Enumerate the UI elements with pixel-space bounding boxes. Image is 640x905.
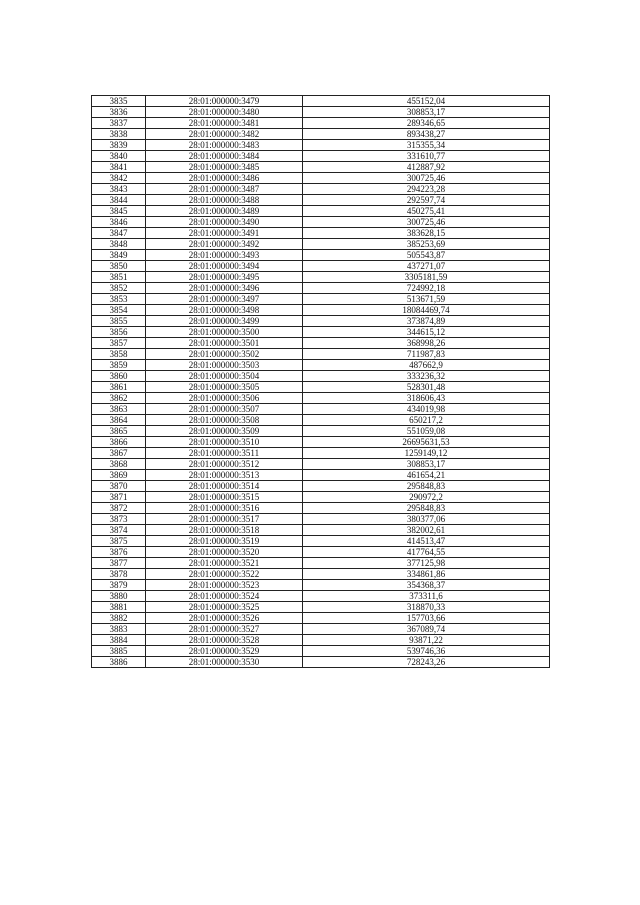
cadastral-number-cell: 28:01:000000:3505 — [146, 382, 303, 393]
table-row — [92, 239, 550, 250]
value-cell: 292597,74 — [303, 195, 550, 206]
value-cell: 505543,87 — [303, 250, 550, 261]
value-cell: 450275,41 — [303, 206, 550, 217]
table-row — [92, 195, 550, 206]
cadastral-number-cell: 28:01:000000:3529 — [146, 646, 303, 657]
cadastral-number-cell: 28:01:000000:3498 — [146, 305, 303, 316]
cadastral-number-cell: 28:01:000000:3511 — [146, 448, 303, 459]
value-cell: 382002,61 — [303, 525, 550, 536]
row-number-cell: 3850 — [92, 261, 146, 272]
row-number-cell: 3882 — [92, 613, 146, 624]
value-cell: 373311,6 — [303, 591, 550, 602]
cadastral-number-cell: 28:01:000000:3499 — [146, 316, 303, 327]
row-number-cell: 3864 — [92, 415, 146, 426]
value-cell: 528301,48 — [303, 382, 550, 393]
row-number-cell: 3885 — [92, 646, 146, 657]
row-number-cell: 3869 — [92, 470, 146, 481]
cadastral-number-cell: 28:01:000000:3530 — [146, 657, 303, 668]
table-row — [92, 591, 550, 602]
cadastral-number-cell: 28:01:000000:3486 — [146, 173, 303, 184]
table-row — [92, 250, 550, 261]
row-number-cell: 3884 — [92, 635, 146, 646]
table-body — [92, 96, 550, 668]
value-cell: 354368,37 — [303, 580, 550, 591]
row-number-cell: 3851 — [92, 272, 146, 283]
cadastral-number-cell: 28:01:000000:3480 — [146, 107, 303, 118]
table-row — [92, 261, 550, 272]
cadastral-number-cell: 28:01:000000:3494 — [146, 261, 303, 272]
row-number-cell: 3857 — [92, 338, 146, 349]
cadastral-number-cell: 28:01:000000:3519 — [146, 536, 303, 547]
cadastral-number-cell: 28:01:000000:3517 — [146, 514, 303, 525]
cadastral-number-cell: 28:01:000000:3523 — [146, 580, 303, 591]
cadastral-number-cell: 28:01:000000:3524 — [146, 591, 303, 602]
value-cell: 373874,89 — [303, 316, 550, 327]
table-row — [92, 118, 550, 129]
row-number-cell: 3849 — [92, 250, 146, 261]
value-cell: 487662,9 — [303, 360, 550, 371]
row-number-cell: 3841 — [92, 162, 146, 173]
cadastral-number-cell: 28:01:000000:3512 — [146, 459, 303, 470]
value-cell: 93871,22 — [303, 635, 550, 646]
table-row — [92, 217, 550, 228]
cadastral-number-cell: 28:01:000000:3481 — [146, 118, 303, 129]
document-page — [91, 95, 549, 668]
row-number-cell: 3883 — [92, 624, 146, 635]
cadastral-value-table — [91, 95, 550, 668]
table-row — [92, 481, 550, 492]
value-cell: 290972,2 — [303, 492, 550, 503]
value-cell: 289346,65 — [303, 118, 550, 129]
row-number-cell: 3840 — [92, 151, 146, 162]
value-cell: 650217,2 — [303, 415, 550, 426]
table-row — [92, 206, 550, 217]
table-row — [92, 426, 550, 437]
table-row — [92, 107, 550, 118]
value-cell: 539746,36 — [303, 646, 550, 657]
table-row — [92, 371, 550, 382]
table-row — [92, 624, 550, 635]
table-row — [92, 294, 550, 305]
row-number-cell: 3838 — [92, 129, 146, 140]
cadastral-number-cell: 28:01:000000:3508 — [146, 415, 303, 426]
value-cell: 383628,15 — [303, 228, 550, 239]
row-number-cell: 3846 — [92, 217, 146, 228]
cadastral-number-cell: 28:01:000000:3495 — [146, 272, 303, 283]
value-cell: 333236,32 — [303, 371, 550, 382]
value-cell: 1259149,12 — [303, 448, 550, 459]
table-row — [92, 184, 550, 195]
table-row — [92, 580, 550, 591]
cadastral-number-cell: 28:01:000000:3525 — [146, 602, 303, 613]
row-number-cell: 3876 — [92, 547, 146, 558]
value-cell: 318870,33 — [303, 602, 550, 613]
table-row — [92, 602, 550, 613]
cadastral-number-cell: 28:01:000000:3490 — [146, 217, 303, 228]
row-number-cell: 3868 — [92, 459, 146, 470]
row-number-cell: 3878 — [92, 569, 146, 580]
table-row — [92, 404, 550, 415]
row-number-cell: 3836 — [92, 107, 146, 118]
value-cell: 412887,92 — [303, 162, 550, 173]
cadastral-number-cell: 28:01:000000:3491 — [146, 228, 303, 239]
value-cell: 417764,55 — [303, 547, 550, 558]
row-number-cell: 3873 — [92, 514, 146, 525]
row-number-cell: 3853 — [92, 294, 146, 305]
table-row — [92, 569, 550, 580]
row-number-cell: 3886 — [92, 657, 146, 668]
value-cell: 728243,26 — [303, 657, 550, 668]
table-row — [92, 503, 550, 514]
row-number-cell: 3860 — [92, 371, 146, 382]
cadastral-number-cell: 28:01:000000:3502 — [146, 349, 303, 360]
table-row — [92, 613, 550, 624]
table-row — [92, 151, 550, 162]
value-cell: 461654,21 — [303, 470, 550, 481]
table-row — [92, 437, 550, 448]
cadastral-number-cell: 28:01:000000:3516 — [146, 503, 303, 514]
cadastral-number-cell: 28:01:000000:3527 — [146, 624, 303, 635]
cadastral-number-cell: 28:01:000000:3484 — [146, 151, 303, 162]
row-number-cell: 3880 — [92, 591, 146, 602]
value-cell: 455152,04 — [303, 96, 550, 107]
cadastral-number-cell: 28:01:000000:3506 — [146, 393, 303, 404]
cadastral-number-cell: 28:01:000000:3510 — [146, 437, 303, 448]
table-row — [92, 305, 550, 316]
row-number-cell: 3848 — [92, 239, 146, 250]
row-number-cell: 3859 — [92, 360, 146, 371]
table-row — [92, 635, 550, 646]
row-number-cell: 3861 — [92, 382, 146, 393]
table-row — [92, 316, 550, 327]
cadastral-number-cell: 28:01:000000:3522 — [146, 569, 303, 580]
row-number-cell: 3875 — [92, 536, 146, 547]
value-cell: 711987,83 — [303, 349, 550, 360]
cadastral-number-cell: 28:01:000000:3509 — [146, 426, 303, 437]
value-cell: 295848,83 — [303, 481, 550, 492]
row-number-cell: 3867 — [92, 448, 146, 459]
row-number-cell: 3845 — [92, 206, 146, 217]
cadastral-number-cell: 28:01:000000:3479 — [146, 96, 303, 107]
value-cell: 437271,07 — [303, 261, 550, 272]
table-row — [92, 228, 550, 239]
cadastral-number-cell: 28:01:000000:3528 — [146, 635, 303, 646]
cadastral-number-cell: 28:01:000000:3489 — [146, 206, 303, 217]
value-cell: 724992,18 — [303, 283, 550, 294]
cadastral-number-cell: 28:01:000000:3521 — [146, 558, 303, 569]
value-cell: 295848,83 — [303, 503, 550, 514]
table-row — [92, 173, 550, 184]
cadastral-number-cell: 28:01:000000:3518 — [146, 525, 303, 536]
row-number-cell: 3865 — [92, 426, 146, 437]
cadastral-number-cell: 28:01:000000:3514 — [146, 481, 303, 492]
value-cell: 18084469,74 — [303, 305, 550, 316]
value-cell: 367089,74 — [303, 624, 550, 635]
value-cell: 334861,86 — [303, 569, 550, 580]
table-row — [92, 536, 550, 547]
table-row — [92, 283, 550, 294]
row-number-cell: 3870 — [92, 481, 146, 492]
table-row — [92, 492, 550, 503]
row-number-cell: 3847 — [92, 228, 146, 239]
table-row — [92, 140, 550, 151]
value-cell: 551059,08 — [303, 426, 550, 437]
cadastral-number-cell: 28:01:000000:3513 — [146, 470, 303, 481]
row-number-cell: 3854 — [92, 305, 146, 316]
value-cell: 344615,12 — [303, 327, 550, 338]
cadastral-number-cell: 28:01:000000:3496 — [146, 283, 303, 294]
row-number-cell: 3874 — [92, 525, 146, 536]
value-cell: 414513,47 — [303, 536, 550, 547]
value-cell: 308853,17 — [303, 107, 550, 118]
table-row — [92, 327, 550, 338]
table-row — [92, 459, 550, 470]
cadastral-number-cell: 28:01:000000:3497 — [146, 294, 303, 305]
row-number-cell: 3856 — [92, 327, 146, 338]
value-cell: 300725,46 — [303, 217, 550, 228]
row-number-cell: 3843 — [92, 184, 146, 195]
row-number-cell: 3855 — [92, 316, 146, 327]
row-number-cell: 3871 — [92, 492, 146, 503]
row-number-cell: 3862 — [92, 393, 146, 404]
value-cell: 380377,06 — [303, 514, 550, 525]
row-number-cell: 3842 — [92, 173, 146, 184]
value-cell: 26695631,53 — [303, 437, 550, 448]
value-cell: 434019,98 — [303, 404, 550, 415]
value-cell: 377125,98 — [303, 558, 550, 569]
value-cell: 157703,66 — [303, 613, 550, 624]
row-number-cell: 3844 — [92, 195, 146, 206]
cadastral-number-cell: 28:01:000000:3515 — [146, 492, 303, 503]
table-row — [92, 657, 550, 668]
row-number-cell: 3852 — [92, 283, 146, 294]
table-row — [92, 547, 550, 558]
value-cell: 300725,46 — [303, 173, 550, 184]
value-cell: 315355,34 — [303, 140, 550, 151]
cadastral-number-cell: 28:01:000000:3520 — [146, 547, 303, 558]
table-row — [92, 558, 550, 569]
value-cell: 385253,69 — [303, 239, 550, 250]
table-row — [92, 272, 550, 283]
cadastral-number-cell: 28:01:000000:3504 — [146, 371, 303, 382]
value-cell: 893438,27 — [303, 129, 550, 140]
row-number-cell: 3877 — [92, 558, 146, 569]
row-number-cell: 3881 — [92, 602, 146, 613]
cadastral-number-cell: 28:01:000000:3503 — [146, 360, 303, 371]
table-row — [92, 382, 550, 393]
cadastral-number-cell: 28:01:000000:3482 — [146, 129, 303, 140]
table-row — [92, 129, 550, 140]
table-row — [92, 470, 550, 481]
cadastral-number-cell: 28:01:000000:3501 — [146, 338, 303, 349]
value-cell: 331610,77 — [303, 151, 550, 162]
cadastral-number-cell: 28:01:000000:3485 — [146, 162, 303, 173]
row-number-cell: 3872 — [92, 503, 146, 514]
table-row — [92, 338, 550, 349]
cadastral-number-cell: 28:01:000000:3483 — [146, 140, 303, 151]
cadastral-number-cell: 28:01:000000:3507 — [146, 404, 303, 415]
row-number-cell: 3835 — [92, 96, 146, 107]
cadastral-number-cell: 28:01:000000:3487 — [146, 184, 303, 195]
cadastral-number-cell: 28:01:000000:3488 — [146, 195, 303, 206]
value-cell: 3305181,59 — [303, 272, 550, 283]
cadastral-number-cell: 28:01:000000:3492 — [146, 239, 303, 250]
row-number-cell: 3863 — [92, 404, 146, 415]
cadastral-number-cell: 28:01:000000:3526 — [146, 613, 303, 624]
value-cell: 513671,59 — [303, 294, 550, 305]
table-row — [92, 393, 550, 404]
table-row — [92, 646, 550, 657]
table-row — [92, 360, 550, 371]
cadastral-number-cell: 28:01:000000:3493 — [146, 250, 303, 261]
table-row — [92, 96, 550, 107]
row-number-cell: 3866 — [92, 437, 146, 448]
value-cell: 368998,26 — [303, 338, 550, 349]
cadastral-number-cell: 28:01:000000:3500 — [146, 327, 303, 338]
table-row — [92, 514, 550, 525]
value-cell: 318606,43 — [303, 393, 550, 404]
table-row — [92, 448, 550, 459]
value-cell: 294223,28 — [303, 184, 550, 195]
table-row — [92, 162, 550, 173]
row-number-cell: 3837 — [92, 118, 146, 129]
row-number-cell: 3858 — [92, 349, 146, 360]
row-number-cell: 3879 — [92, 580, 146, 591]
row-number-cell: 3839 — [92, 140, 146, 151]
table-row — [92, 525, 550, 536]
table-row — [92, 349, 550, 360]
value-cell: 308853,17 — [303, 459, 550, 470]
table-row — [92, 415, 550, 426]
